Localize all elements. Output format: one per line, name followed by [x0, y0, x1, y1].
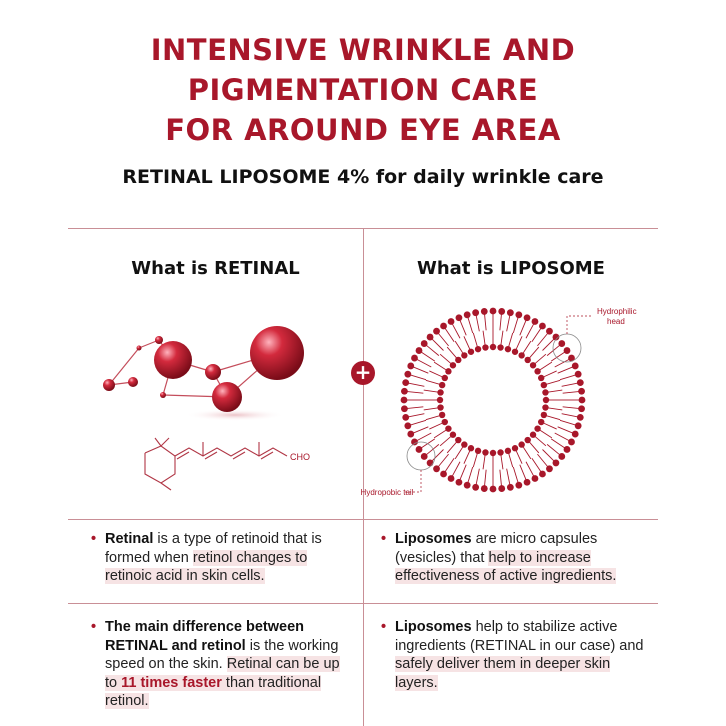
label-hydrophobic-tail: Hydropobic tail	[360, 488, 414, 497]
liposome-bullet-1-text: are micro capsules (vesicles) that	[395, 531, 598, 566]
retinal-bullet-2-bold: The main difference between RETINAL and retinol	[105, 619, 305, 654]
liposome-bullet-1-highlight: help to increase effectiveness of active ingredients.	[395, 549, 617, 584]
liposome-illustration	[360, 300, 655, 500]
title-line-1: INTENSIVE WRINKLE AND	[150, 33, 576, 67]
title-line-3: FOR AROUND EYE AREA	[165, 113, 561, 147]
retinal-bullet-1-bold: Retinal	[105, 531, 154, 547]
retinal-bullet-2-text: is the working speed on the skin.	[105, 637, 339, 672]
liposome-bullet-2-bold: Liposomes	[395, 619, 472, 635]
molecule-illustration	[95, 315, 315, 425]
plus-icon: +	[351, 361, 375, 385]
label-hydrophilic-head-2: head	[607, 317, 625, 326]
retinal-bullet-2: • The main difference between RETINAL and retinol is the working speed on the skin. Retinal can be up to 11 times faster than traditional retinol.	[91, 619, 340, 709]
retinal-bullet-2-highlight-a: Retinal can be up to	[105, 656, 340, 691]
divider-vertical	[363, 228, 364, 726]
main-title	[0, 30, 726, 150]
retinal-formula	[125, 438, 325, 493]
retinal-bullet-1: • Retinal is a type of retinoid that is formed when retinol changes to retinoic acid in skin cells.	[91, 531, 322, 584]
liposome-bullet-2-text: help to stabilize active ingredients (RETINAL in our case) and	[395, 619, 644, 654]
liposome-bullet-2: • Liposomes help to stabilize active ingredients (RETINAL in our case) and safely deliver them in deeper skin layers.	[381, 619, 644, 691]
subtitle: RETINAL LIPOSOME 4% for daily wrinkle care	[122, 166, 604, 188]
retinal-bullet-1-text: is a type of retinoid that is formed when	[105, 531, 322, 566]
retinal-bullet-2-highlight-b: than traditional retinol.	[105, 674, 322, 709]
liposome-bullet-1-bold: Liposomes	[395, 531, 472, 547]
title-line-2: PIGMENTATION CARE	[187, 73, 539, 107]
heading-retinal: What is RETINAL	[131, 258, 300, 279]
retinal-bullet-2-emphasis: 11 times faster	[121, 674, 222, 691]
retinal-bullet-1-highlight: retinol changes to retinoic acid in skin cells.	[105, 549, 308, 584]
label-hydrophilic-head: Hydrophilic	[597, 307, 637, 316]
liposome-bullet-2-highlight: safely deliver them in deeper skin layers.	[395, 656, 611, 691]
heading-liposome: What is LIPOSOME	[417, 258, 605, 279]
formula-label-cho: CHO	[290, 452, 310, 462]
liposome-bullet-1: • Liposomes are micro capsules (vesicles) that help to increase effectiveness of active ingredients.	[381, 531, 617, 584]
